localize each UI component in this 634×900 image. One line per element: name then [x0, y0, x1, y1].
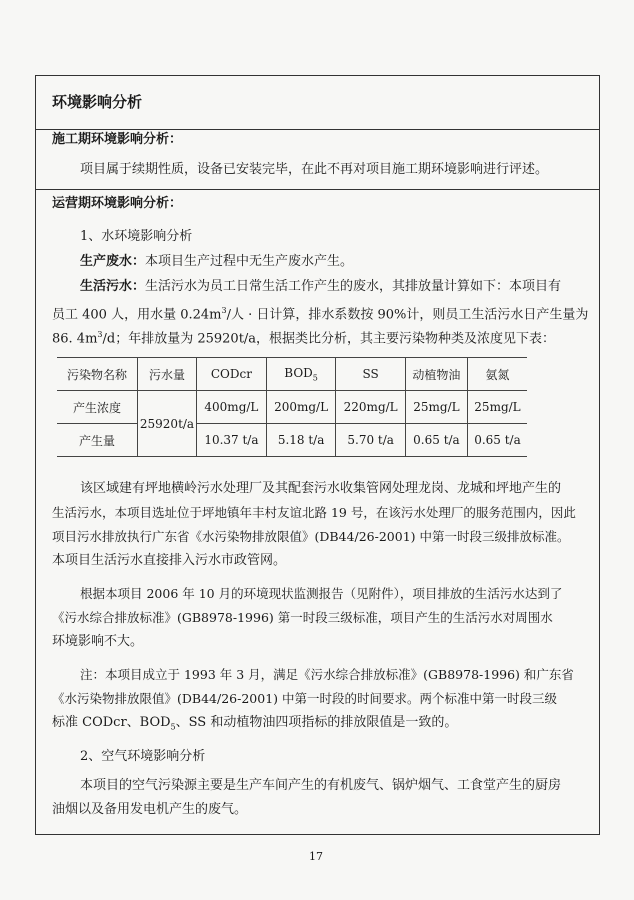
monitor-paragraph-line: 根据本项目 2006 年 10 月的环境现状监测报告（见附件），项目排放的生活污水达到了 [80, 586, 563, 601]
header-codcr: CODcr [197, 358, 267, 391]
domestic-label: 生活污水： [80, 279, 146, 294]
operation-title: 运营期环境影响分析： [52, 196, 183, 211]
production-label: 生产废水： [80, 254, 146, 269]
domestic-wastewater-line [80, 279, 561, 295]
table-row [57, 424, 527, 457]
note-paragraph-line: 注：本项目成立于 1993 年 3 月，满足《污水综合排放标准》(GB8978-1996) 和广东省 [80, 667, 574, 682]
region-paragraph-line: 生活污水，本项目选址位于坪地镇年丰村友谊北路 19 号，在该污水处理厂的服务范围内，因此 [52, 505, 576, 520]
table-cell: 5.70 t/a [336, 424, 406, 457]
row-label-amount: 产生量 [57, 424, 138, 457]
air-paragraph-line: 本项目的空气污染源主要是生产车间产生的有机废气、锅炉烟气、工食堂产生的厨房 [80, 778, 562, 793]
table-cell: 200mg/L [266, 391, 336, 424]
construction-title: 施工期环境影响分析： [52, 132, 183, 147]
domestic-calc-line: 员工 400 人，用水量 $0.24m^3/$人 · 日计算，排水系数按 90%计，则员工生活污水日产生量为 [52, 306, 589, 323]
production-text: 本项目生产过程中无生产废水产生。 [145, 254, 354, 269]
note-paragraph-line: 标准 CODcr、$BOD_5$、SS 和动植物油四项指标的排放限值是一致的。 [52, 715, 458, 732]
monitor-paragraph-line: 《污水综合排放标准》(GB8978-1996) 第一时段三级标准，项目产生的生活污水对周围水 [52, 610, 553, 625]
table-cell: 25mg/L [405, 391, 467, 424]
cell-volume: 25920t/a [138, 391, 197, 457]
table-header-row [57, 358, 527, 391]
header-volume: 污水量 [138, 358, 197, 391]
header-bod5: $BOD_5$ [266, 358, 336, 391]
section-divider [36, 189, 599, 190]
table-cell: 5.18 t/a [266, 424, 336, 457]
note-paragraph-line: 《水污染物排放限值》(DB44/26-2001) 中第一时段的时间要求。两个标准中第一时段三级 [52, 691, 557, 706]
air-paragraph-line: 油烟以及备用发电机产生的废气。 [52, 802, 248, 817]
table-cell: 25mg/L [467, 391, 527, 424]
page-number: 17 [309, 850, 323, 863]
construction-text: 项目属于续期性质，设备已安装完毕，在此不再对项目施工期环境影响进行评述。 [80, 162, 549, 177]
domestic-annual-line: 86. $4m^3/d$；年排放量为 25920t/a，根据类比分析，其主要污染物种类及浓度见下表： [52, 330, 556, 347]
region-paragraph-line: 本项目生活污水直接排入污水市政管网。 [52, 553, 287, 568]
table-cell: 220mg/L [336, 391, 406, 424]
air-section-title: 2、空气环境影响分析 [80, 749, 206, 764]
region-paragraph-line: 该区域建有坪地横岭污水处理厂及其配套污水收集管网处理龙岗、龙城和坪地产生的 [80, 481, 562, 496]
table-row [57, 391, 527, 424]
domestic-text: 生活污水为员工日常生活工作产生的废水，其排放量计算如下：本项目有 [145, 279, 562, 294]
table-cell: 0.65 t/a [467, 424, 527, 457]
monitor-paragraph-line: 环境影响不大。 [52, 634, 144, 649]
page-heading: 环境影响分析 [52, 93, 143, 111]
table-cell: 400mg/L [197, 391, 267, 424]
table-cell: 10.37 t/a [197, 424, 267, 457]
header-ss: SS [336, 358, 406, 391]
production-wastewater-line [80, 254, 353, 270]
header-pollutant: 污染物名称 [57, 358, 138, 391]
section-divider [36, 129, 599, 130]
water-section-title: 1、水环境影响分析 [80, 229, 193, 244]
region-paragraph-line: 项目污水排放执行广东省《水污染物排放限值》(DB44/26-2001) 中第一时段三级排放标准。 [52, 529, 570, 544]
header-oil: 动植物油 [405, 358, 467, 391]
pollutant-table [57, 357, 527, 457]
table-cell: 0.65 t/a [405, 424, 467, 457]
header-ammonia: 氨氮 [467, 358, 527, 391]
row-label-concentration: 产生浓度 [57, 391, 138, 424]
